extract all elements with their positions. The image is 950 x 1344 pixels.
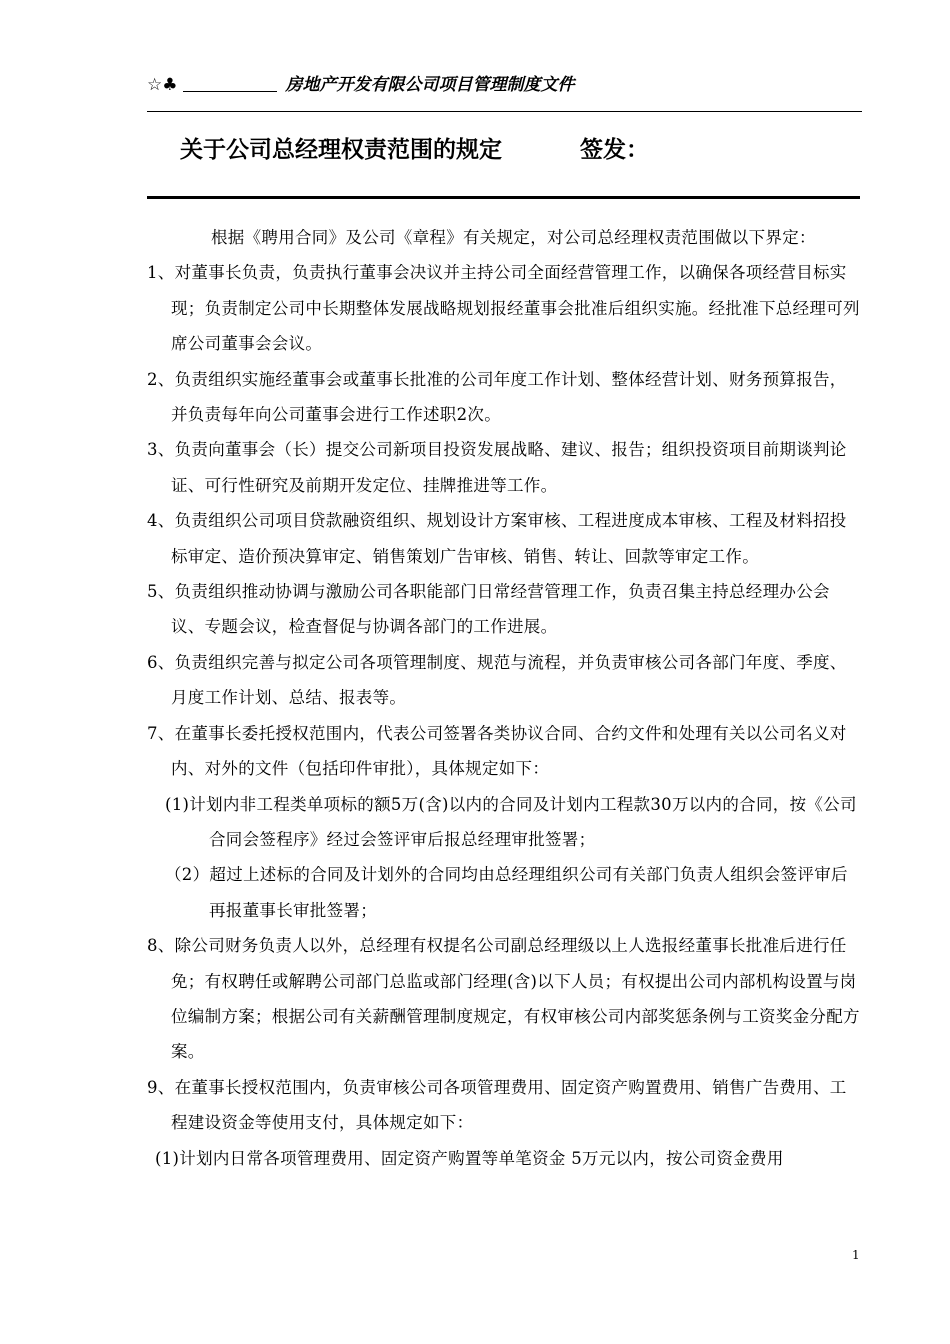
clause-4: 4、负责组织公司项目贷款融资组织、规划设计方案审核、工程进度成本审核、工程及材料招投标审定、造价预决算审定、销售策划广告审核、销售、转让、回款等审定工作。 <box>147 511 847 566</box>
document-body <box>147 220 863 1176</box>
header-divider <box>147 111 862 112</box>
clause-9: 9、在董事长授权范围内，负责审核公司各项管理费用、固定资产购置费用、销售广告费用、工程建设资金等使用支付，具体规定如下： <box>147 1077 847 1133</box>
clause-7: 7、在董事长委托授权范围内，代表公司签署各类协议合同、合约文件和处理有关以公司名义对内、对外的文件（包括印件审批），具体规定如下： <box>147 723 847 779</box>
header-title: 房地产开发有限公司项目管理制度文件 <box>285 75 575 95</box>
page-header <box>147 72 860 98</box>
intro-paragraph: 根据《聘用合同》及公司《章程》有关规定，对公司总经理权责范围做以下界定： <box>211 228 816 247</box>
header-mark: ☆♣ <box>147 75 178 95</box>
header-blank-line <box>183 72 277 92</box>
clause-2: 2、负责组织实施经董事会或董事长批准的公司年度工作计划、整体经营计划、财务预算报告，并负责每年向公司董事会进行工作述职2次。 <box>147 369 847 425</box>
clause-5: 5、负责组织推动协调与激励公司各职能部门日常经营管理工作，负责召集主持总经理办公会议、专题会议，检查督促与协调各部门的工作进展。 <box>147 582 830 637</box>
clause-9-sub-1: (1)计划内日常各项管理费用、固定资产购置等单笔资金 5万元以内，按公司资金费用 <box>155 1148 784 1168</box>
clause-8: 8、除公司财务负责人以外，总经理有权提名公司副总经理级以上人选报经董事长批准后进行任免；有权聘任或解聘公司部门总监或部门经理(含)以下人员；有权提出公司内部机构设置与岗位编制方案；根据公司有关薪酬管理制度规定，有权审核公司内部奖惩条例与工资奖金分配方案。 <box>147 936 860 1062</box>
page-number: 1 <box>852 1248 860 1262</box>
sign-label: 签发： <box>580 137 650 163</box>
document-title-row <box>180 132 649 168</box>
document-title: 关于公司总经理权责范围的规定 <box>180 137 502 163</box>
title-divider <box>147 196 860 199</box>
clause-3: 3、负责向董事会（长）提交公司新项目投资发展战略、建议、报告；组织投资项目前期谈判论证、可行性研究及前期开发定位、挂牌推进等工作。 <box>147 440 847 495</box>
clause-6: 6、负责组织完善与拟定公司各项管理制度、规范与流程，并负责审核公司各部门年度、季度、月度工作计划、总结、报表等。 <box>147 652 847 708</box>
clause-7-sub-1: (1)计划内非工程类单项标的额5万(含)以内的合同及计划内工程款30万以内的合同，按《公司合同会签程序》经过会签评审后报总经理审批签署； <box>165 794 857 849</box>
clause-7-sub-2: （2）超过上述标的合同及计划外的合同均由总经理组织公司有关部门负责人组织会签评审后再报董事长审批签署； <box>165 865 848 920</box>
clause-1: 1、对董事长负责，负责执行董事会决议并主持公司全面经营管理工作，以确保各项经营目标实现；负责制定公司中长期整体发展战略规划报经董事会批准后组织实施。经批准下总经理可列席公司董事会会议。 <box>147 263 860 354</box>
